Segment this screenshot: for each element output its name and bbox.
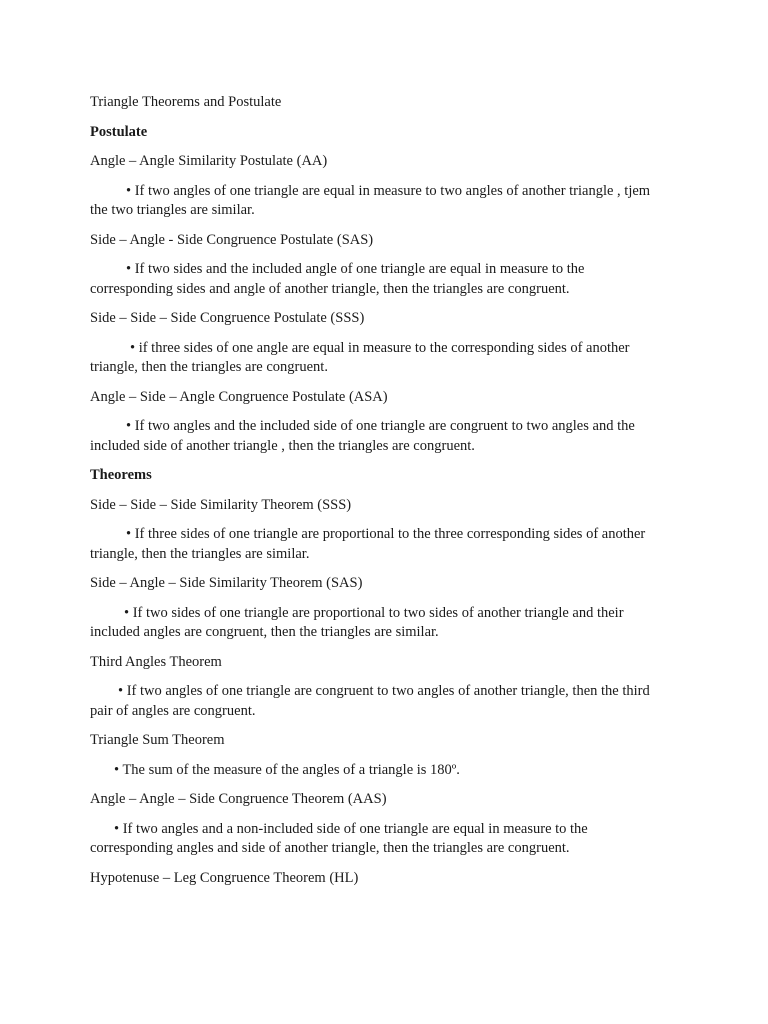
bullet-line: • If two angles of one triangle are equal in measure to two angles of another triangle , tjem: [126, 182, 651, 199]
document-page: [90, 93, 690, 898]
bullet-line: • If two sides of one triangle are proportional to two sides of another triangle and their: [124, 604, 624, 621]
aas-heading: Angle – Angle – Side Congruence Theorem (AAS): [90, 791, 387, 807]
bullet-line: • If two angles and a non-included side of one triangle are equal in measure to the: [114, 820, 588, 837]
sas-postulate-body: [90, 260, 690, 299]
bullet-line-continued: triangle, then the triangles are similar.: [90, 545, 310, 562]
asa-postulate-body: [90, 417, 690, 456]
sss-postulate-heading: Side – Side – Side Congruence Postulate (SSS): [90, 310, 365, 326]
triangle-sum-heading: Triangle Sum Theorem: [90, 732, 225, 748]
third-angles-heading: Third Angles Theorem: [90, 653, 222, 670]
postulate-heading: Postulate: [90, 123, 148, 140]
sss-postulate-body: [90, 339, 690, 378]
bullet-line: • The sum of the measure of the angles of a triangle is 180º.: [114, 761, 460, 778]
bullet-line-continued: pair of angles are congruent.: [90, 702, 256, 719]
bullet-line-continued: the two triangles are similar.: [90, 202, 255, 218]
asa-postulate-heading: Angle – Side – Angle Congruence Postulate (ASA): [90, 388, 388, 405]
aa-postulate-body: [90, 182, 690, 221]
bullet-line-continued: included side of another triangle , then the triangles are congruent.: [90, 437, 475, 454]
theorems-heading: Theorems: [90, 467, 152, 483]
sas-postulate-heading: Side – Angle - Side Congruence Postulate (SAS): [90, 231, 374, 248]
document-title: Triangle Theorems and Postulate: [90, 94, 282, 110]
aas-body: [90, 820, 690, 859]
bullet-line: • if three sides of one angle are equal in measure to the corresponding sides of another: [130, 339, 630, 356]
sas-similarity-heading: Side – Angle – Side Similarity Theorem (SAS): [90, 575, 363, 591]
sas-similarity-body: [90, 604, 690, 643]
bullet-line-continued: triangle, then the triangles are congruent.: [90, 359, 328, 375]
hl-heading: Hypotenuse – Leg Congruence Theorem (HL): [90, 869, 359, 886]
sss-similarity-heading: Side – Side – Side Similarity Theorem (SSS): [90, 496, 352, 513]
third-angles-body: [90, 682, 690, 721]
bullet-line-continued: corresponding angles and side of another triangle, then the triangles are congruent.: [90, 840, 570, 856]
bullet-line: • If two sides and the included angle of one triangle are equal in measure to the: [126, 261, 585, 277]
bullet-line: • If three sides of one triangle are proportional to the three corresponding sides of another: [126, 526, 646, 542]
bullet-line-continued: included angles are congruent, then the triangles are similar.: [90, 624, 439, 640]
aa-postulate-heading: Angle – Angle Similarity Postulate (AA): [90, 153, 328, 169]
bullet-line: • If two angles of one triangle are congruent to two angles of another triangle, then the third: [118, 683, 650, 699]
triangle-sum-body: [90, 761, 690, 781]
bullet-line: • If two angles and the included side of one triangle are congruent to two angles and the: [126, 418, 635, 434]
bullet-line-continued: corresponding sides and angle of another triangle, then the triangles are congruent.: [90, 280, 570, 297]
sss-similarity-body: [90, 525, 690, 564]
